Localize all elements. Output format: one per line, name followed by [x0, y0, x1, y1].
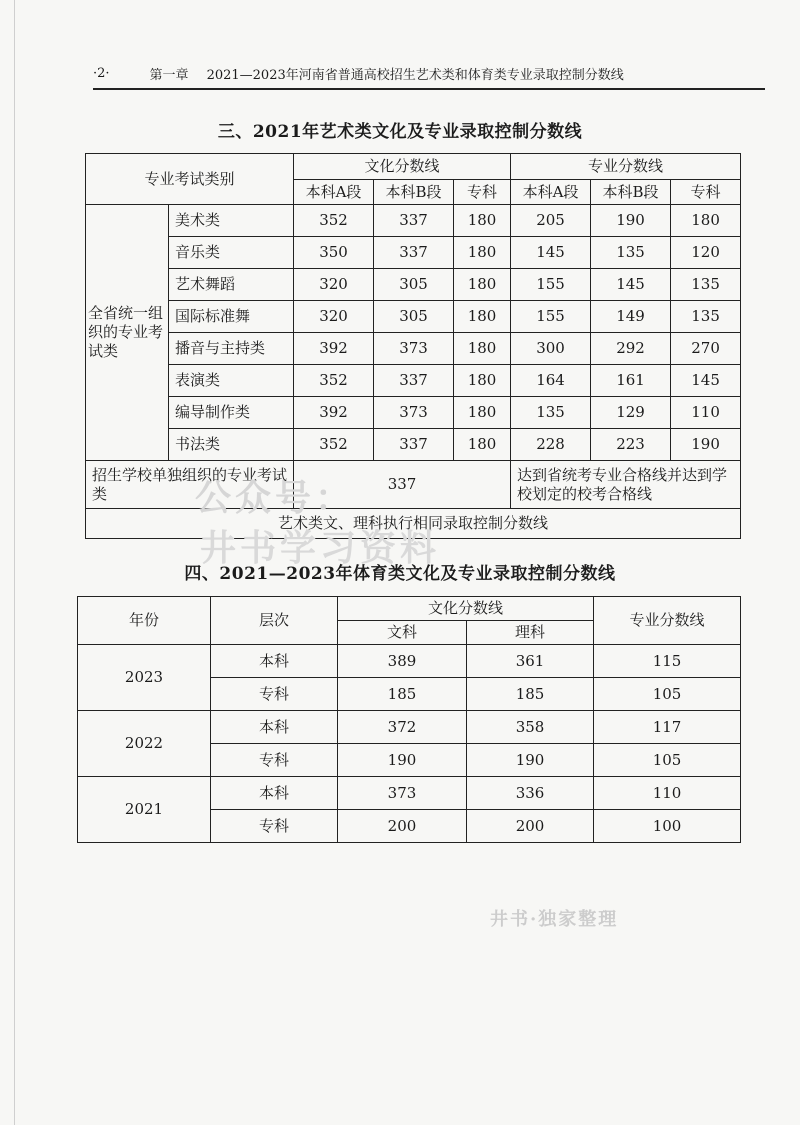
header-rule [93, 88, 765, 90]
level-cell: 本科 [211, 777, 338, 810]
cell: 190 [467, 744, 594, 777]
section3-title: 三、2021年艺术类文化及专业录取控制分数线 [217, 122, 583, 142]
header-level: 层次 [211, 597, 338, 645]
cell: 115 [594, 645, 741, 678]
header-wen: 文科 [338, 621, 467, 645]
cell: 361 [467, 645, 594, 678]
cell: 135 [671, 301, 741, 333]
running-title: 2021—2023年河南省普通高校招生艺术类和体育类专业录取控制分数线 [206, 67, 624, 83]
header-culture-score: 文化分数线 [338, 597, 594, 621]
cell: 161 [591, 365, 671, 397]
cell: 320 [294, 301, 374, 333]
running-header [93, 62, 765, 84]
chapter-label: 第一章 [149, 67, 189, 83]
cell: 120 [671, 237, 741, 269]
cell: 100 [594, 810, 741, 843]
cell: 185 [467, 678, 594, 711]
cell: 337 [374, 429, 454, 461]
page-number: ·2· [93, 65, 110, 81]
category-name: 美术类 [169, 205, 294, 237]
cell: 352 [294, 365, 374, 397]
cell: 223 [591, 429, 671, 461]
header-li: 理科 [467, 621, 594, 645]
cell: 336 [467, 777, 594, 810]
category-name: 播音与主持类 [169, 333, 294, 365]
cell: 110 [594, 777, 741, 810]
subheader: 本科A段 [294, 180, 374, 205]
cell: 135 [511, 397, 591, 429]
cell: 185 [338, 678, 467, 711]
table-row [86, 301, 741, 333]
year-cell: 2023 [78, 645, 211, 711]
cell: 180 [671, 205, 741, 237]
cell: 149 [591, 301, 671, 333]
sports-score-table [77, 596, 741, 843]
table-row [78, 711, 741, 744]
cell: 200 [467, 810, 594, 843]
cell: 180 [454, 301, 511, 333]
cell: 180 [454, 365, 511, 397]
cell: 337 [374, 205, 454, 237]
cell: 180 [454, 269, 511, 301]
table-note: 艺术类文、理科执行相同录取控制分数线 [86, 509, 741, 539]
header-year: 年份 [78, 597, 211, 645]
cell: 352 [294, 205, 374, 237]
subheader: 本科B段 [374, 180, 454, 205]
cell: 164 [511, 365, 591, 397]
cell: 392 [294, 333, 374, 365]
cell: 180 [454, 237, 511, 269]
cell: 389 [338, 645, 467, 678]
cell: 300 [511, 333, 591, 365]
cell: 135 [671, 269, 741, 301]
level-cell: 专科 [211, 744, 338, 777]
cell: 352 [294, 429, 374, 461]
cell: 320 [294, 269, 374, 301]
school-culture-score: 337 [294, 461, 511, 509]
cell: 228 [511, 429, 591, 461]
subheader: 专科 [454, 180, 511, 205]
cell: 180 [454, 429, 511, 461]
cell: 372 [338, 711, 467, 744]
school-exam-label: 招生学校单独组织的专业考试类 [86, 461, 294, 509]
header-category: 专业考试类别 [86, 154, 294, 205]
category-name: 编导制作类 [169, 397, 294, 429]
table-row [86, 333, 741, 365]
table-row [86, 269, 741, 301]
category-name: 音乐类 [169, 237, 294, 269]
cell: 373 [374, 397, 454, 429]
cell: 337 [374, 237, 454, 269]
cell: 155 [511, 301, 591, 333]
cell: 200 [338, 810, 467, 843]
header-culture-score: 文化分数线 [294, 154, 511, 180]
subheader: 本科A段 [511, 180, 591, 205]
cell: 145 [671, 365, 741, 397]
cell: 373 [374, 333, 454, 365]
level-cell: 专科 [211, 678, 338, 711]
level-cell: 专科 [211, 810, 338, 843]
table-row [86, 237, 741, 269]
cell: 117 [594, 711, 741, 744]
cell: 305 [374, 301, 454, 333]
cell: 145 [591, 269, 671, 301]
cell: 205 [511, 205, 591, 237]
cell: 392 [294, 397, 374, 429]
table-row [86, 365, 741, 397]
cell: 105 [594, 744, 741, 777]
cell: 180 [454, 397, 511, 429]
level-cell: 本科 [211, 645, 338, 678]
category-name: 艺术舞蹈 [169, 269, 294, 301]
cell: 270 [671, 333, 741, 365]
table-row [78, 777, 741, 810]
cell: 373 [338, 777, 467, 810]
level-cell: 本科 [211, 711, 338, 744]
cell: 292 [591, 333, 671, 365]
cell: 180 [454, 333, 511, 365]
table-row [86, 461, 741, 509]
year-cell: 2022 [78, 711, 211, 777]
table-row [86, 429, 741, 461]
watermark-line2: 井书学习资料 [200, 527, 441, 569]
cell: 110 [671, 397, 741, 429]
subheader: 专科 [671, 180, 741, 205]
cell: 190 [338, 744, 467, 777]
cell: 129 [591, 397, 671, 429]
cell: 180 [454, 205, 511, 237]
cell: 155 [511, 269, 591, 301]
art-score-table [85, 153, 741, 539]
cell: 350 [294, 237, 374, 269]
table-row [78, 645, 741, 678]
category-name: 书法类 [169, 429, 294, 461]
cell: 305 [374, 269, 454, 301]
footer-watermark: 井书·独家整理 [490, 909, 619, 930]
header-major-score: 专业分数线 [511, 154, 741, 180]
cell: 145 [511, 237, 591, 269]
watermark-line1: 公众号： [195, 477, 356, 519]
cell: 190 [671, 429, 741, 461]
header-major-score: 专业分数线 [594, 597, 741, 645]
cell: 337 [374, 365, 454, 397]
year-cell: 2021 [78, 777, 211, 843]
cell: 190 [591, 205, 671, 237]
cell: 135 [591, 237, 671, 269]
category-name: 表演类 [169, 365, 294, 397]
table-row [86, 205, 741, 237]
subheader: 本科B段 [591, 180, 671, 205]
school-major-note: 达到省统考专业合格线并达到学校划定的校考合格线 [511, 461, 741, 509]
category-name: 国际标准舞 [169, 301, 294, 333]
cell: 358 [467, 711, 594, 744]
table-row [86, 397, 741, 429]
section4-title: 四、2021—2023年体育类文化及专业录取控制分数线 [184, 564, 616, 584]
cell: 105 [594, 678, 741, 711]
group-label: 全省统一组织的专业考试类 [86, 205, 169, 461]
